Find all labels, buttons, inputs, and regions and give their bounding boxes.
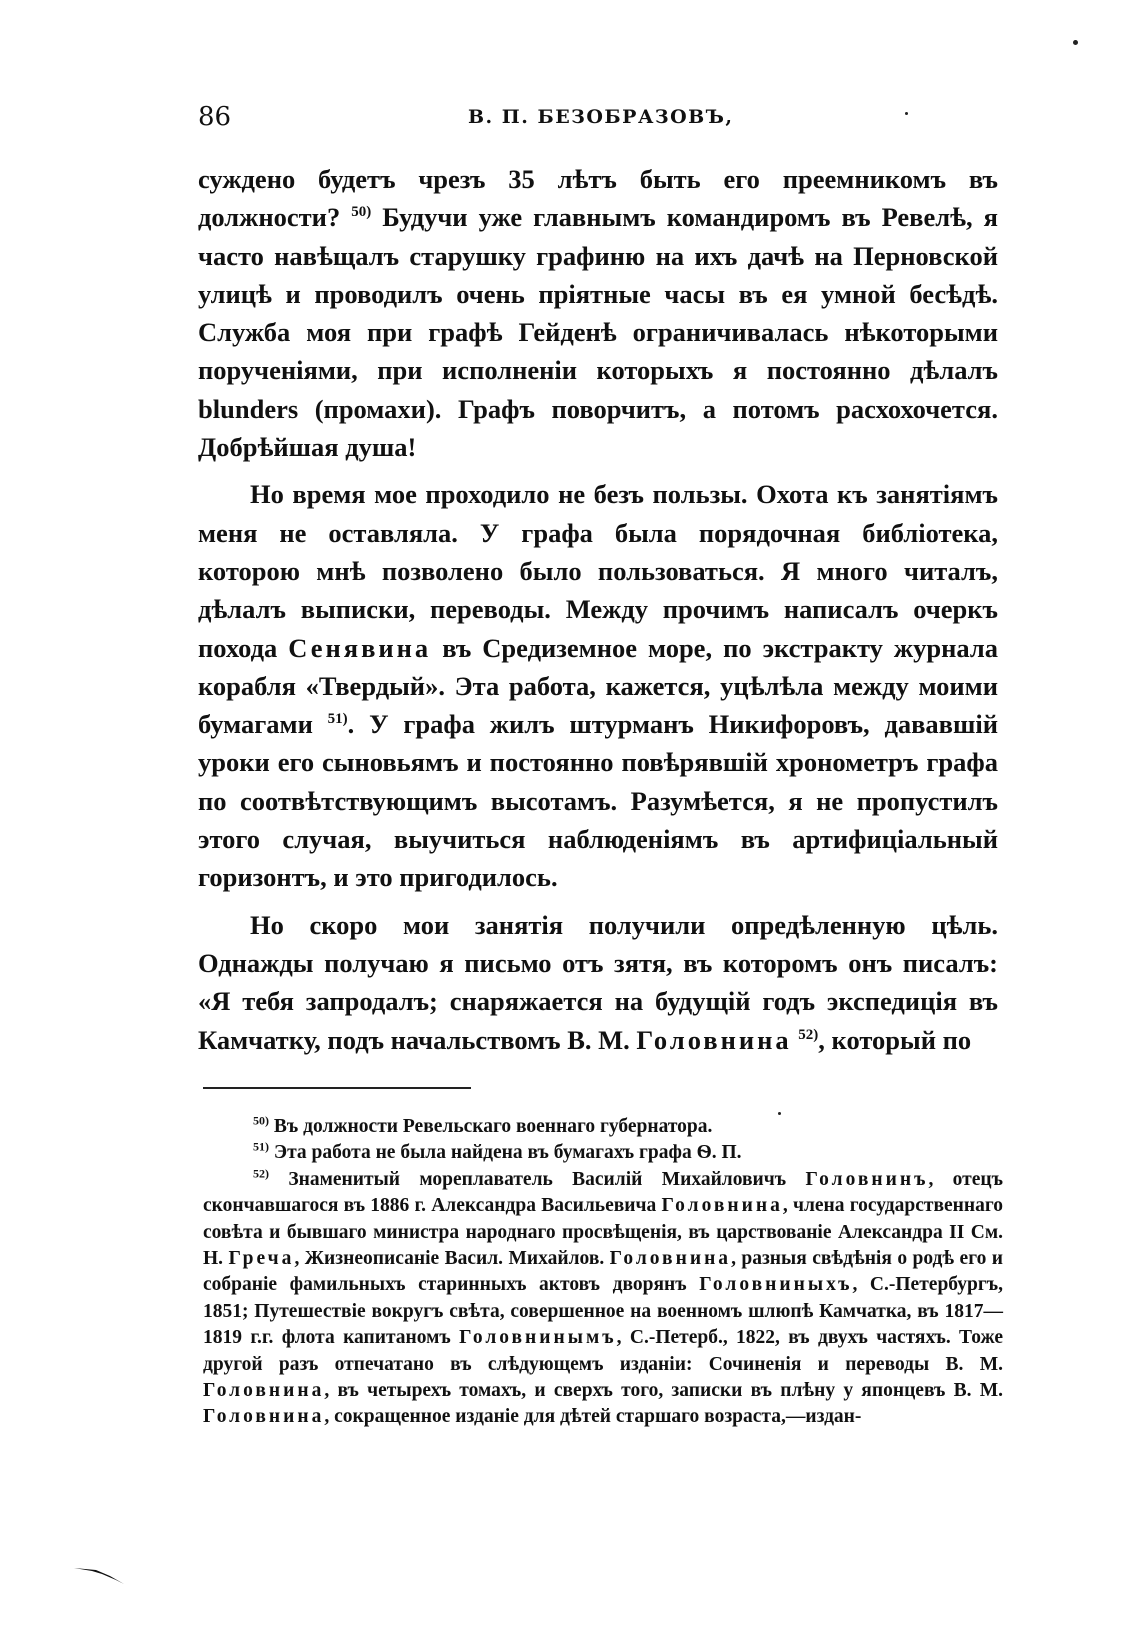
spaced-name: Головниныхъ bbox=[699, 1274, 853, 1296]
paragraph-text: Будучи уже главнымъ командиромъ въ Ревелѣ, я часто навѣщалъ старушку графиню на ихъ дачѣ на Перновской улицѣ и проводилъ очень пріятные часы въ ея умной бесѣдѣ. Служба моя при графѣ Гейденѣ ограничивалась нѣкоторыми порученіями, при исполненіи которыхъ я постоянно дѣлалъ blunders (промахи). Графъ поворчитъ, а потомъ расхохочется. Добрѣйшая душа! bbox=[198, 202, 998, 463]
page-number: 86 bbox=[198, 102, 232, 132]
spaced-name: Головнина bbox=[661, 1195, 783, 1217]
spaced-name: Головнина bbox=[203, 1380, 325, 1402]
paragraph-text: , который по bbox=[818, 1024, 972, 1055]
footnote-divider bbox=[203, 1087, 471, 1089]
paragraph-text: . У графа жилъ штурманъ Никифоровъ, дававшій уроки его сыновьямъ и постоянно повѣрявшій хронометръ графа по соотвѣтствующимъ высотамъ. Разумѣется, я не пропустилъ этого случая, выучиться наблюденіямъ въ артифиціальный горизонтъ, и это пригодилось. bbox=[198, 709, 998, 893]
spaced-name: Головнина bbox=[609, 1248, 732, 1270]
scan-speck bbox=[1073, 40, 1078, 45]
footnote-text: , сокращенное изданіе для дѣтей старшаго возраста,—издан- bbox=[324, 1406, 862, 1428]
paragraph-text: суждено будетъ чрезъ 35 лѣтъ быть его преемникомъ въ должности? bbox=[198, 164, 998, 233]
footnote-ref-52: 52) bbox=[798, 1026, 819, 1043]
paragraph-3 bbox=[198, 906, 998, 1059]
paragraph-1 bbox=[198, 160, 998, 466]
footnote-text: , въ четырехъ томахъ, и сверхъ того, записки въ плѣну у японцевъ В. М. bbox=[324, 1380, 1003, 1402]
footnote-text: , С.-Петербургъ, 1851; Путешествіе вокругъ свѣта, совершенное на военномъ шлюпѣ Камчатка, въ 1817—1819 г.г. флота капитаномъ bbox=[203, 1274, 1003, 1349]
footnote-number: 52) bbox=[253, 1166, 269, 1181]
footnotes bbox=[203, 1114, 1003, 1431]
footnote-text: , разныя свѣдѣнія о родѣ его и собраніе фамильныхъ старинныхъ актовъ дворянъ bbox=[203, 1248, 1004, 1296]
page-header bbox=[198, 100, 998, 140]
footnote-number: 51) bbox=[253, 1139, 269, 1154]
footnote-52 bbox=[203, 1167, 1003, 1431]
footnote-text: , Жизнеописаніе Васил. Михайлов. bbox=[294, 1248, 610, 1270]
footnote-text: , С.-Петерб., 1822, въ двухъ частяхъ. Тоже другой разъ отпечатано въ слѣдующемъ изданіи: Сочиненія и переводы В. М. bbox=[203, 1327, 1003, 1375]
scan-artifact-mark bbox=[72, 1560, 132, 1590]
footnote-ref-51: 51) bbox=[327, 711, 348, 728]
footnote-number: 50) bbox=[253, 1113, 269, 1128]
scan-speck bbox=[778, 1112, 781, 1115]
main-text bbox=[198, 160, 998, 1068]
footnote-51 bbox=[203, 1140, 1003, 1166]
footnote-ref-50: 50) bbox=[351, 204, 372, 221]
paragraph-text: Но время мое проходило не безъ пользы. Охота къ занятіямъ меня не оставляла. У графа была порядочная библіотека, которою мнѣ позволено было пользоваться. Я много читалъ, дѣлалъ выписки, переводы. Между прочимъ написалъ очеркъ похода bbox=[198, 479, 998, 663]
spaced-name: Головнина bbox=[636, 1024, 792, 1055]
running-head: В. П. БЕЗОБРАЗОВЪ, bbox=[468, 106, 734, 128]
scan-speck bbox=[905, 112, 908, 115]
paragraph-text: въ Средиземное море, по экстракту журнала корабля «Твердый». Эта работа, кажется, уцѣлѣла между моими бумагами bbox=[198, 632, 998, 740]
footnote-text: Знаменитый мореплаватель Василій Михайловичъ bbox=[269, 1168, 806, 1190]
spaced-name: Греча bbox=[228, 1248, 295, 1270]
paragraph-2 bbox=[198, 475, 998, 896]
footnote-text: , члена государственнаго совѣта и бывшаго министра народнаго просвѣщенія, въ царствованіе Александра II См. Н. bbox=[203, 1195, 1003, 1270]
spaced-name: Головнинымъ bbox=[459, 1327, 617, 1349]
footnote-text: , отецъ скончавшагося въ 1886 г. Александра Васильевича bbox=[203, 1168, 1003, 1217]
paragraph-text: Но скоро мои занятія получили опредѣленную цѣль. Однажды получаю я письмо отъ зятя, въ которомъ онъ писалъ: «Я тебя запродалъ; снаряжается на будущій годъ экспедиція въ Камчатку, подъ начальствомъ В. М. bbox=[198, 909, 998, 1055]
footnote-50 bbox=[203, 1114, 1003, 1140]
spaced-name: Головнинъ bbox=[805, 1168, 929, 1190]
footnote-text: Эта работа не была найдена въ бумагахъ графа Ѳ. П. bbox=[269, 1142, 742, 1164]
spaced-name: Головнина bbox=[203, 1406, 325, 1428]
footnote-text: Въ должности Ревельскаго военнаго губернатора. bbox=[269, 1116, 713, 1137]
spaced-name: Сенявина bbox=[288, 632, 432, 663]
